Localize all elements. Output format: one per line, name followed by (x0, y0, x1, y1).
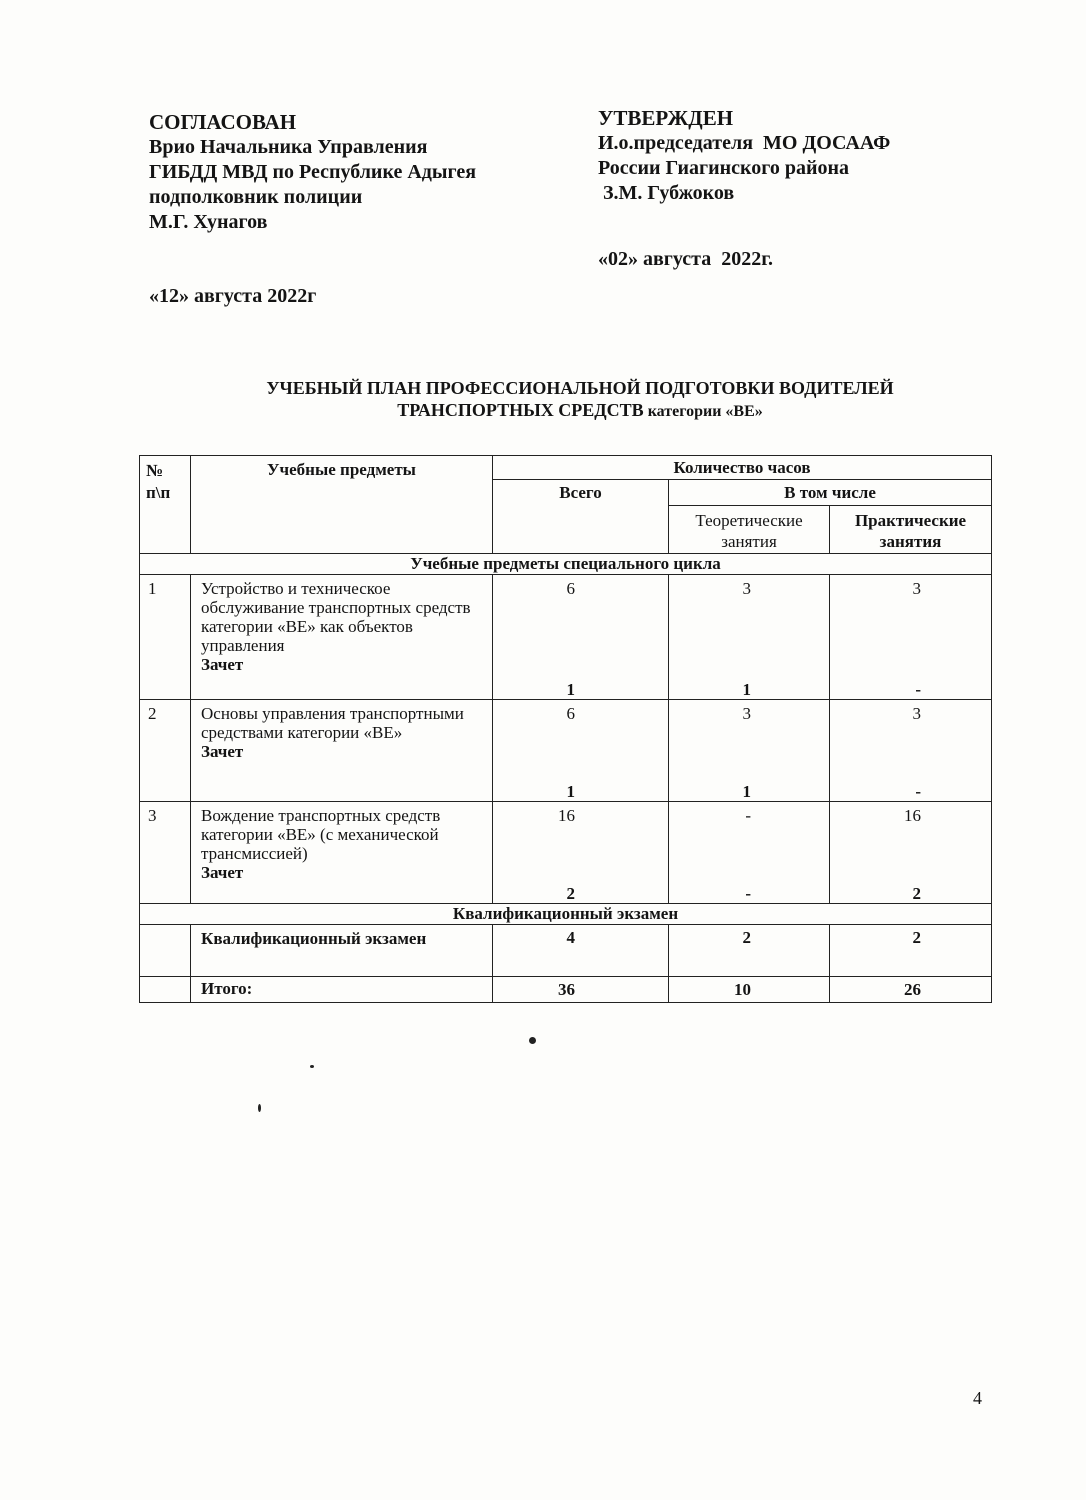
theory-hours-cell (669, 802, 830, 904)
test-label: Зачет (201, 655, 244, 674)
total-hours: 16 (558, 806, 575, 825)
agreed-heading: СОГЛАСОВАН (149, 110, 297, 134)
summary-row (140, 977, 992, 1003)
plan-title-line2 (140, 399, 1020, 423)
scan-speck (310, 1065, 314, 1068)
practice-test-hours: - (915, 680, 922, 699)
table-row (140, 700, 992, 802)
subject-name: Устройство и техническое обслуживание транспортных средств категории «ВЕ» как объектов управления (201, 579, 471, 655)
plan-title-main: ТРАНСПОРТНЫХ СРЕДСТВ (397, 400, 644, 420)
row-number (140, 977, 191, 1003)
exam-label: Квалификационный экзамен (191, 925, 493, 977)
approved-heading: УТВЕРЖДЕН (598, 106, 734, 130)
curriculum-table (139, 455, 992, 1003)
summary-theory: 10 (734, 980, 751, 999)
header-theory: Теоретические занятия (669, 506, 830, 554)
table-row (140, 802, 992, 904)
exam-theory: 2 (742, 928, 751, 947)
agreed-line: ГИБДД МВД по Республике Адыгея (149, 161, 477, 183)
plan-title-line1: УЧЕБНЫЙ ПЛАН ПРОФЕССИОНАЛЬНОЙ ПОДГОТОВКИ ВОДИТЕЛЕЙ (266, 378, 894, 398)
approved-date: «02» августа 2022г. (598, 248, 774, 270)
theory-hours: - (745, 806, 751, 825)
theory-hours-cell (669, 575, 830, 700)
theory-test-hours: - (745, 884, 751, 903)
row-number: 3 (140, 802, 191, 904)
practice-hours-cell (830, 700, 992, 802)
practice-test-hours: - (915, 782, 922, 801)
header-subjects: Учебные предметы (191, 456, 493, 554)
header-hours: Количество часов (493, 456, 992, 480)
total-hours: 6 (566, 579, 575, 598)
theory-hours: 3 (742, 704, 751, 723)
agreed-line: Врио Начальника Управления (149, 136, 428, 158)
total-test-hours: 1 (566, 782, 575, 801)
practice-hours: 16 (904, 806, 922, 825)
summary-label: Итого: (191, 977, 493, 1003)
practice-hours: 3 (912, 579, 922, 598)
header-num: № п\п (140, 456, 191, 554)
plan-title (140, 377, 1020, 423)
theory-test-hours: 1 (742, 680, 751, 699)
summary-practice: 26 (904, 980, 922, 999)
exam-practice-cell (830, 925, 992, 977)
agreed-date: «12» августа 2022г (149, 285, 317, 307)
section-qualification-exam: Квалификационный экзамен (140, 904, 992, 925)
practice-hours: 3 (912, 704, 922, 723)
total-test-hours: 2 (566, 884, 575, 903)
total-hours-cell (493, 700, 669, 802)
approved-line: З.М. Губжоков (598, 182, 735, 204)
header-practice: Практические занятия (830, 506, 992, 554)
total-test-hours: 1 (566, 680, 575, 699)
total-hours-cell (493, 575, 669, 700)
scan-speck (529, 1037, 536, 1044)
approved-line: И.о.председателя МО ДОСААФ (598, 132, 891, 154)
practice-hours-cell (830, 802, 992, 904)
summary-total: 36 (558, 980, 575, 999)
total-hours-cell (493, 802, 669, 904)
approved-block (598, 106, 890, 206)
test-label: Зачет (201, 742, 244, 761)
approved-line: России Гиагинского района (598, 157, 850, 179)
agreed-block (149, 110, 476, 235)
total-hours: 6 (566, 704, 575, 723)
header-total: Всего (493, 480, 669, 554)
subject-cell (191, 802, 493, 904)
exam-total: 4 (566, 928, 575, 947)
section-row (140, 904, 992, 925)
theory-hours: 3 (742, 579, 751, 598)
practice-test-hours: 2 (912, 884, 922, 903)
test-label: Зачет (201, 863, 244, 882)
summary-theory-cell (669, 977, 830, 1003)
exam-total-cell (493, 925, 669, 977)
summary-practice-cell (830, 977, 992, 1003)
subject-cell (191, 575, 493, 700)
agreed-line: М.Г. Хунагов (149, 211, 268, 233)
section-special-cycle: Учебные предметы специального цикла (140, 554, 992, 575)
exam-theory-cell (669, 925, 830, 977)
exam-practice: 2 (912, 928, 922, 947)
row-number: 1 (140, 575, 191, 700)
agreed-line: подполковник полиции (149, 186, 363, 208)
theory-test-hours: 1 (742, 782, 751, 801)
row-number (140, 925, 191, 977)
subject-name: Вождение транспортных средств категории «ВЕ» (с механической трансмиссией) (201, 806, 441, 863)
header-including: В том числе (669, 480, 992, 506)
table-row (140, 575, 992, 700)
subject-cell (191, 700, 493, 802)
summary-total-cell (493, 977, 669, 1003)
page-number: 4 (973, 1388, 982, 1408)
exam-row (140, 925, 992, 977)
scan-speck (258, 1104, 261, 1112)
subject-name: Основы управления транспортными средствами категории «ВЕ» (201, 704, 464, 742)
section-row (140, 554, 992, 575)
practice-hours-cell (830, 575, 992, 700)
theory-hours-cell (669, 700, 830, 802)
row-number: 2 (140, 700, 191, 802)
plan-title-category: категории «ВЕ» (643, 403, 763, 420)
table-header-row (140, 456, 992, 480)
